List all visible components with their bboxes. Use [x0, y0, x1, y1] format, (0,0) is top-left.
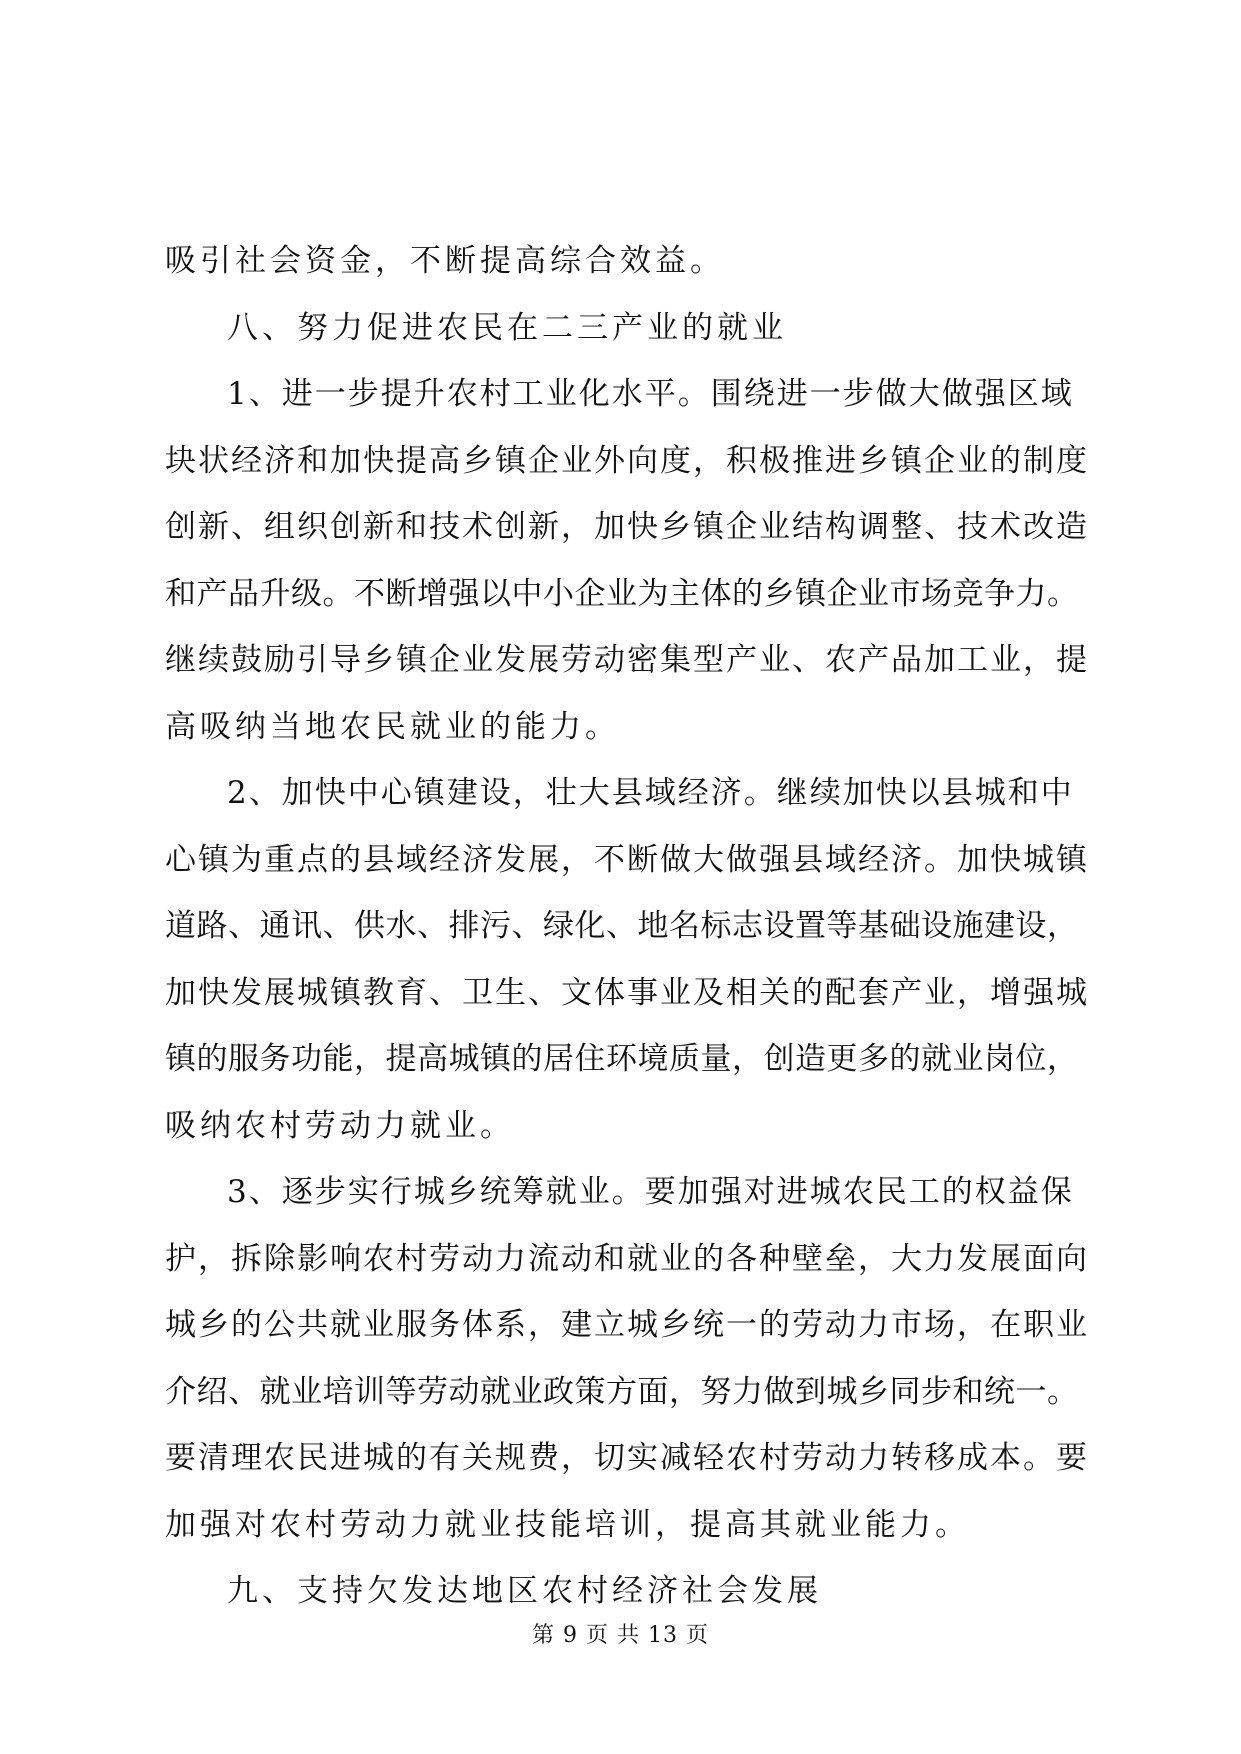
paragraph-1-line: 继续鼓励引导乡镇企业发展劳动密集型产业、农产品加工业，提: [165, 642, 1089, 678]
paragraph-2-line: 吸纳农村劳动力就业。: [165, 1107, 515, 1144]
paragraph-3-line: 3、逐步实行城乡统筹就业。要加强对进城农民工的权益保: [227, 1174, 1074, 1210]
paragraph-2-line: 道路、通讯、供水、排污、绿化、地名标志设置等基础设施建设，: [165, 908, 1079, 944]
section-heading-nine: 九、支持欠发达地区农村经济社会发展: [227, 1573, 822, 1609]
paragraph-2-line: 镇的服务功能，提高城镇的居住环境质量，创造更多的就业岗位，: [165, 1041, 1079, 1077]
paragraph-2-line: 加快发展城镇教育、卫生、文体事业及相关的配套产业，增强城: [165, 974, 1089, 1011]
paragraph-3-line: 城乡的公共就业服务体系，建立城乡统一的劳动力市场，在职业: [165, 1307, 1089, 1343]
body-text: [165, 228, 1089, 1625]
paragraph-1-line: 和产品升级。不断增强以中小企业为主体的乡镇企业市场竞争力。: [165, 575, 1079, 612]
paragraph-1-line: 高吸纳当地农民就业的能力。: [165, 708, 620, 745]
paragraph-3-line: 加强对农村劳动力就业技能培训，提高其就业能力。: [165, 1506, 970, 1543]
page-number-footer: 第 9 页 共 13 页: [532, 1623, 709, 1648]
paragraph-1-line: 块状经济和加快提高乡镇企业外向度，积极推进乡镇企业的制度: [165, 442, 1089, 479]
paragraph-2-line: 心镇为重点的县域经济发展，不断做大做强县域经济。加快城镇: [165, 841, 1089, 878]
paragraph-2-line: 2、加快中心镇建设，壮大县域经济。继续加快以县城和中: [227, 775, 1074, 811]
text-line: 吸引社会资金，不断提高综合效益。: [165, 243, 725, 279]
paragraph-3-line: 介绍、就业培训等劳动就业政策方面，努力做到城乡同步和统一。: [165, 1373, 1079, 1410]
paragraph-3-line: 护，拆除影响农村劳动力流动和就业的各种壁垒，大力发展面向: [165, 1240, 1089, 1277]
section-heading-eight: 八、努力促进农民在二三产业的就业: [227, 309, 787, 346]
paragraph-1-line: 创新、组织创新和技术创新，加快乡镇企业结构调整、技术改造: [165, 509, 1089, 545]
paragraph-1-line: 1、进一步提升农村工业化水平。围绕进一步做大做强区域: [227, 376, 1074, 412]
paragraph-3-line: 要清理农民进城的有关规费，切实减轻农村劳动力转移成本。要: [165, 1440, 1089, 1476]
